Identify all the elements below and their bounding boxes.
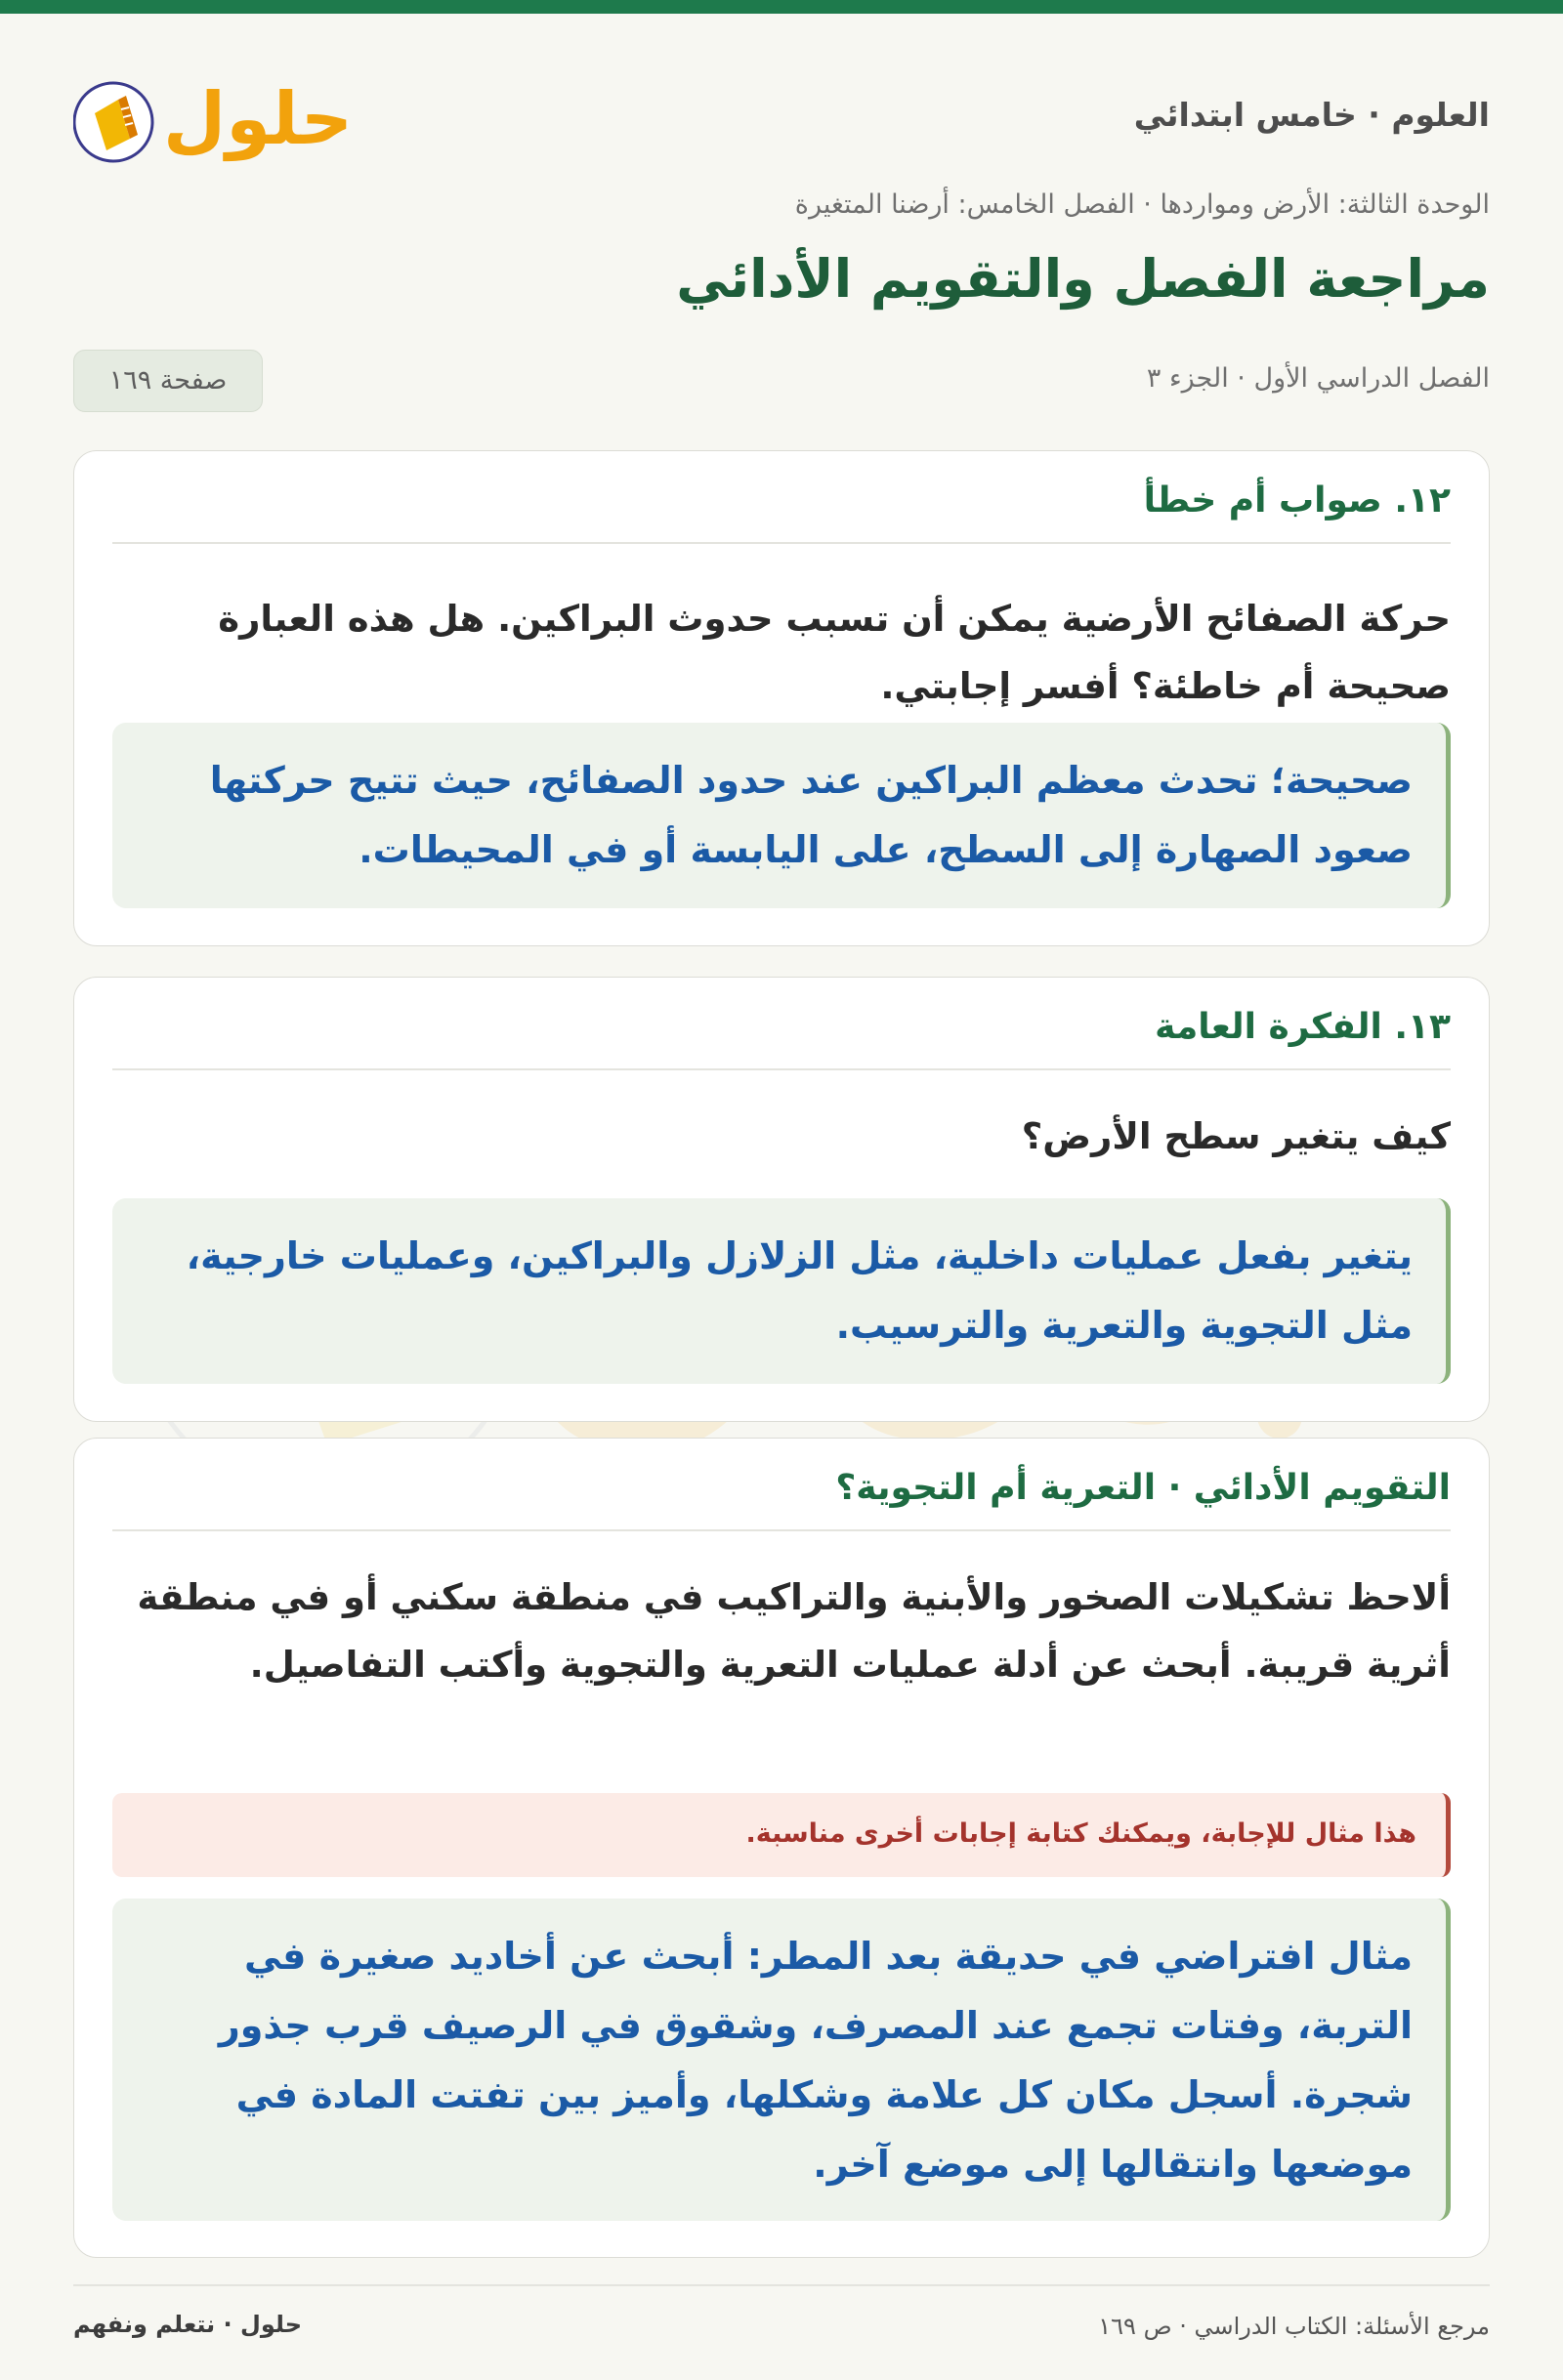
question-card-12 <box>73 450 1490 946</box>
question-card-13 <box>73 977 1490 1422</box>
answer-box: صحيحة؛ تحدث معظم البراكين عند حدود الصفائح، حيث تتيح حركتها صعود الصهارة إلى السطح، على اليابسة أو في المحيطات. <box>112 723 1451 908</box>
question-text: كيف يتغير سطح الأرض؟ <box>1021 1115 1451 1157</box>
card-title: ١٢. صواب أم خطأ <box>1143 480 1451 521</box>
logo-text: حلول <box>163 77 354 161</box>
breadcrumb: الوحدة الثالثة: الأرض ومواردها · الفصل الخامس: أرضنا المتغيرة <box>794 189 1490 220</box>
top-accent-bar <box>0 0 1563 14</box>
question-text: حركة الصفائح الأرضية يمكن أن تسبب حدوث البراكين. هل هذه العبارة صحيحة أم خاطئة؟ أفسر إجابتي. <box>218 598 1451 707</box>
card-divider <box>112 1068 1451 1070</box>
card-title: التقويم الأدائي · التعرية أم التجوية؟ <box>835 1468 1451 1508</box>
page-number-badge: صفحة ١٦٩ <box>73 350 263 412</box>
page-header <box>73 57 1490 174</box>
page-title: مراجعة الفصل والتقويم الأدائي <box>676 248 1490 310</box>
answer-box: مثال افتراضي في حديقة بعد المطر: أبحث عن أخاديد صغيرة في التربة، وفتات تجمع عند المصرف، وشقوق في الرصيف قرب جذور شجرة. أسجل مكان كل علامة وشكلها، وأميز بين تفتت المادة في موضعها وانتقالها إلى موضع آخر. <box>112 1899 1451 2221</box>
footer-brand: حلول · نتعلم ونفهم <box>73 2311 302 2338</box>
card-divider <box>112 1529 1451 1531</box>
note-box: هذا مثال للإجابة، ويمكنك كتابة إجابات أخرى مناسبة. <box>112 1793 1451 1877</box>
page-content <box>73 14 1490 2380</box>
performance-assessment-card <box>73 1438 1490 2258</box>
card-divider <box>112 542 1451 544</box>
answer-box: يتغير بفعل عمليات داخلية، مثل الزلازل والبراكين، وعمليات خارجية، مثل التجوية والتعرية والترسيب. <box>112 1198 1451 1384</box>
footer-divider <box>73 2284 1490 2286</box>
footer-reference: مرجع الأسئلة: الكتاب الدراسي · ص ١٦٩ <box>1098 2313 1490 2340</box>
brand-logo[interactable] <box>73 66 354 174</box>
card-title: ١٣. الفكرة العامة <box>1155 1007 1451 1047</box>
subject-label: العلوم · خامس ابتدائي <box>1133 96 1490 134</box>
question-text: ألاحظ تشكيلات الصخور والأبنية والتراكيب في منطقة سكني أو في منطقة أثرية قريبة. أبحث عن أدلة عمليات التعرية والتجوية وأكتب التفاصيل. <box>137 1576 1451 1686</box>
term-label: الفصل الدراسي الأول · الجزء ٣ <box>1146 363 1490 394</box>
